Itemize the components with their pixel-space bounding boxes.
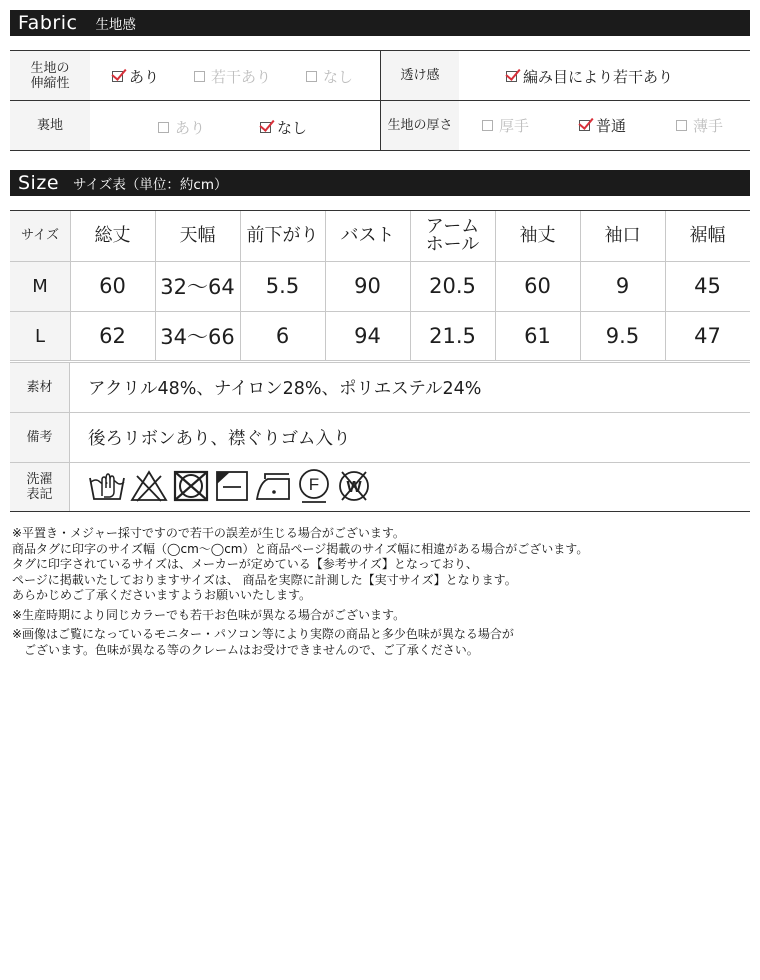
checkbox-checked-icon [506,71,517,82]
checkbox-empty-icon [306,71,317,82]
checkbox-empty-icon [194,71,205,82]
sheer-option: 編み目により若干あり [506,66,673,87]
size-value-cell: 9.5 [605,324,640,348]
size-subtitle: サイズ表（単位：約cm） [73,177,228,193]
note-line: ※画像はご覧になっているモニター・パソコン等により実際の商品と多少色味が異なる場合が [12,627,514,641]
size-table [10,210,750,361]
note-line: ※平置き・メジャー採寸ですので若干の誤差が生じる場合がございます。 [12,526,405,540]
no-wet-clean-icon [336,468,372,504]
material-row [10,363,750,412]
fabric-header-bar [10,10,750,36]
size-value-cell: 21.5 [429,324,476,348]
lining-option-yes: あり [158,117,205,138]
checkbox-checked-icon [112,71,123,82]
svg-text:W: W [346,479,362,496]
size-value-cell: 90 [354,274,381,298]
fabric-title: Fabric [18,12,78,34]
size-header-cell: バスト [340,225,395,246]
size-value-cell: 94 [354,324,381,348]
stretch-option-slight: 若干あり [194,66,271,87]
size-value-cell: 62 [99,324,126,348]
iron-low-icon [254,468,292,504]
note-line: 商品タグに印字のサイズ幅（◯cm〜◯cm）と商品ページ掲載のサイズ幅に相違がある場合がございます。 [12,541,589,556]
note-line: あらかじめご了承くださいますようお願いいたします。 [12,588,312,602]
size-value-cell: 5.5 [265,274,300,298]
care-icons [88,468,372,504]
dry-clean-f-icon [296,468,332,504]
size-row-label: M [10,261,70,311]
thickness-option-thick: 厚手 [482,115,529,136]
size-header-cell: 袖口 [604,225,641,246]
size-header-cell: 裾幅 [689,225,726,246]
size-value-cell: 47 [694,324,721,348]
size-value-cell: 60 [524,274,551,298]
checkbox-checked-icon [260,122,271,133]
size-value-cell: 34〜66 [160,325,235,349]
size-header-cell: サイズ [10,211,70,261]
thickness-label: 生地の厚さ [381,101,459,150]
checkbox-empty-icon [482,120,493,131]
size-value-cell: 45 [694,274,721,298]
size-value-cell: 20.5 [429,274,476,298]
no-tumble-dry-icon [172,468,210,504]
checkbox-empty-icon [158,122,169,133]
info-table [10,362,750,512]
size-value-cell: 61 [524,324,551,348]
remarks-row [10,413,750,462]
care-row [10,463,750,511]
size-header-cell: 前下がり [246,225,319,246]
size-header-cell: 総丈 [94,225,131,246]
sheer-label: 透け感 [381,51,459,100]
lining-label: 裏地 [10,101,90,150]
note-line: タグに印字されているサイズは、メーカーが定めている【参考サイズ】となっており、 [12,557,478,571]
size-header-cell: 袖丈 [519,225,556,246]
care-label: 洗濯 表記 [10,463,70,511]
material-label: 素材 [10,363,70,412]
remarks-text: 後ろリボンあり、襟ぐりゴム入り [88,429,351,449]
material-text: アクリル48%、ナイロン28%、ポリエステル24% [88,379,482,399]
line-dry-shade-icon [214,468,250,504]
size-title: Size [18,172,60,194]
note-line: ※生産時期により同じカラーでも若干お色味が異なる場合がございます。 [12,607,406,622]
size-value-cell: 60 [99,274,126,298]
no-bleach-icon [130,468,168,504]
size-value-cell: 32〜64 [160,275,235,299]
stretch-label: 生地の 伸縮性 [10,51,90,100]
note-line: ございます。色味が異なる等のクレームはお受けできませんので、ご了承ください。 [12,642,479,657]
stretch-option-yes: あり [112,66,159,87]
size-header-cell: アーム ホール [425,216,480,255]
checkbox-checked-icon [579,120,590,131]
size-value-cell: 9 [615,274,630,298]
remarks-label: 備考 [10,413,70,462]
checkbox-empty-icon [676,120,687,131]
note-line: ページに掲載いたしておりますサイズは、 商品を実際に計測した【実寸サイズ】となります。 [12,572,517,587]
notes [12,526,752,658]
stretch-option-no: なし [306,66,353,87]
thickness-option-normal: 普通 [579,115,626,136]
size-value-cell: 6 [275,324,290,348]
size-header-cell: 天幅 [179,225,216,246]
hand-wash-icon [88,468,126,504]
size-row-label: L [10,311,70,361]
fabric-table [10,50,750,151]
lining-option-no: なし [260,117,307,138]
fabric-subtitle: 生地感 [95,17,136,33]
svg-text:F: F [308,475,320,494]
thickness-option-thin: 薄手 [676,115,723,136]
size-header-bar [10,170,750,196]
